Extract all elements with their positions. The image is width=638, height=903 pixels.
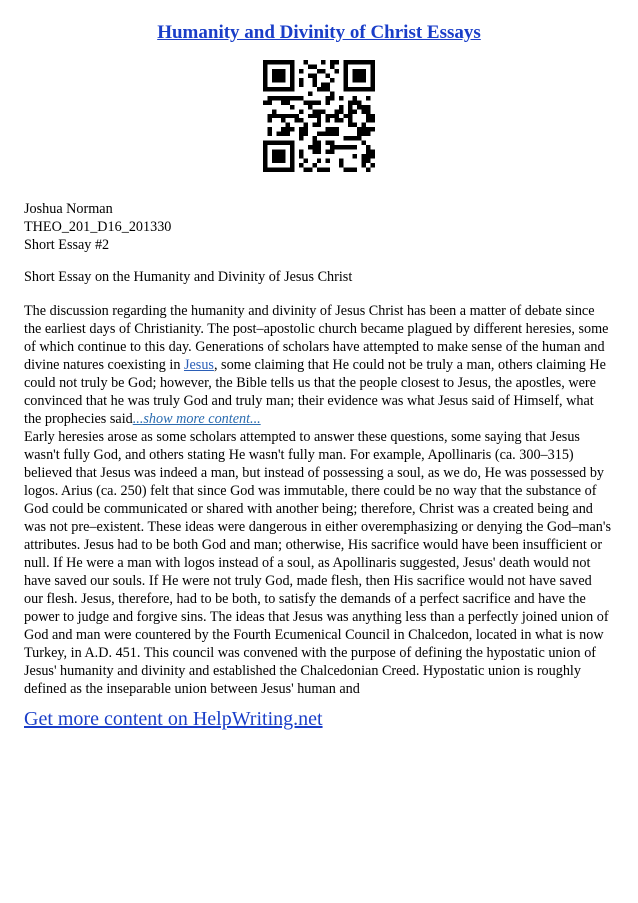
essay-label: Short Essay #2: [24, 237, 110, 253]
paragraph-1-after-link: , some claiming that He could not be truly a man, others claiming He could not truly be God; however, the Bible tells us that the people closest to Jesus, the apostles, were convinced that he was truly God and truly man; their evidence was what Jesus said of Himself, what the prophecies said: [24, 357, 606, 427]
show-more-link[interactable]: ...show more content...: [132, 411, 261, 427]
paragraph-2: [24, 428, 614, 698]
page-title[interactable]: Humanity and Divinity of Christ Essays: [157, 22, 481, 43]
qr-code-icon: [263, 60, 375, 172]
get-more-content-link[interactable]: Get more content on HelpWriting.net: [24, 708, 323, 730]
paragraph-1-before-link: The discussion regarding the humanity and divinity of Jesus Christ has been a matter of debate since the earliest days of Christianity. The post–apostolic church became plagued by different heresies, some of which continue to this day. Generations of scholars have attempted to make sense of the human and divine natures coexisting in: [24, 303, 609, 373]
essay-subtitle: [24, 268, 614, 286]
author-name: Joshua Norman: [24, 201, 113, 217]
paragraph-1-text: [24, 302, 614, 428]
jesus-link[interactable]: Jesus: [183, 357, 214, 373]
course-code: THEO_201_D16_201330: [24, 219, 172, 235]
essay-meta: [24, 200, 614, 254]
paragraph-1: [24, 302, 614, 428]
subtitle-text: Short Essay on the Humanity and Divinity of Jesus Christ: [24, 269, 353, 285]
paragraph-2-text: Early heresies arose as some scholars attempted to answer these questions, some saying that Jesus wasn't fully God, and others stating He wasn't fully man. For example, Apollinaris (ca. 300–315) believed that Jesus was indeed a man, but instead of possessing a soul, as we do, He was possessed by logos. Arius (ca. 250) felt that since God was immutable, there could be no way that the substance of God could be communicated or shared with another being; therefore, Christ was a created being and was not pre–existent. These ideas were dangerous in either overemphasizing or denying the God–man's attributes. Jesus had to be both God and man; otherwise, His sacrifice would have been insufficient or null. If He were a man with logos instead of a soul, as Apollinaris suggested, Jesus' death would not have saved our souls. If He were not truly God, made flesh, then His sacrifice would not have saved our flesh. Jesus, therefore, had to be both, to satisfy the demands of a perfect sacrifice and have the power to judge and forgive sins. The ideas that Jesus was anything less than a perfectly joined union of God and man were countered by the Fourth Ecumenical Council in Chalcedon, located in what is now Turkey, in A.D. 451. This council was convened with the purpose of defining the hypostatic union of Jesus' humanity and divinity and established the Chalcedonian Creed. Hypostatic union is roughly defined as the inseparable union between Jesus' human and: [24, 429, 611, 697]
